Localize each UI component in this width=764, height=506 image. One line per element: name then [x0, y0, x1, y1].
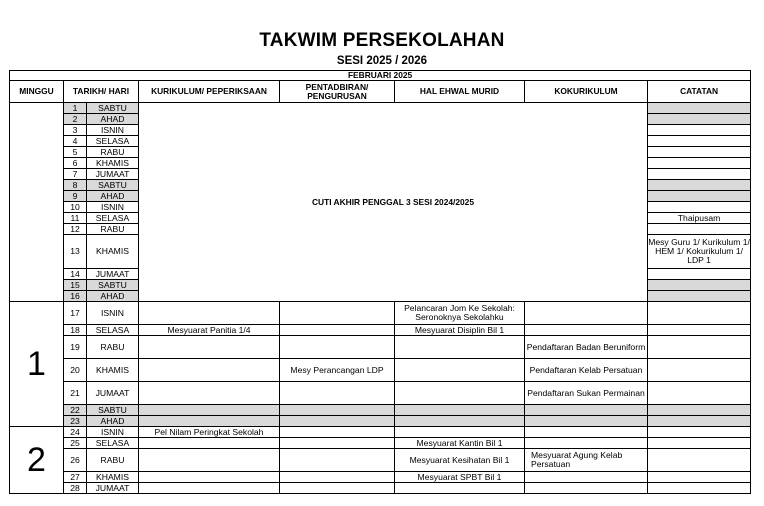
cell-kurikulum: Pel Nilam Peringkat Sekolah [139, 427, 280, 438]
col-header-hem: HAL EHWAL MURID [395, 81, 525, 103]
date-number: 1 [64, 103, 87, 114]
day-name: AHAD [87, 416, 139, 427]
day-name: SABTU [87, 180, 139, 191]
cell-pentadbiran [280, 449, 395, 472]
date-number: 20 [64, 359, 87, 382]
cell-catatan [648, 280, 751, 291]
col-header-minggu: MINGGU [10, 81, 64, 103]
table-row [10, 438, 751, 449]
day-name: JUMAAT [87, 483, 139, 494]
day-name: SABTU [87, 405, 139, 416]
date-number: 3 [64, 125, 87, 136]
day-name: ISNIN [87, 202, 139, 213]
table-row [10, 359, 751, 382]
day-name: RABU [87, 147, 139, 158]
cell-catatan [648, 269, 751, 280]
cell-catatan [648, 291, 751, 302]
date-number: 5 [64, 147, 87, 158]
day-name: KHAMIS [87, 359, 139, 382]
cell-catatan [648, 427, 751, 438]
date-number: 22 [64, 405, 87, 416]
cell-catatan [648, 103, 751, 114]
table-row [10, 103, 751, 114]
date-number: 12 [64, 224, 87, 235]
cell-kurikulum [139, 359, 280, 382]
cell-hem [395, 416, 525, 427]
date-number: 13 [64, 235, 87, 269]
col-header-kurikulum: KURIKULUM/ PEPERIKSAAN [139, 81, 280, 103]
cell-kurikulum: Mesyuarat Panitia 1/4 [139, 325, 280, 336]
date-number: 8 [64, 180, 87, 191]
cell-catatan [648, 325, 751, 336]
date-number: 18 [64, 325, 87, 336]
cell-catatan [648, 405, 751, 416]
cell-catatan [648, 302, 751, 325]
cell-koko [525, 427, 648, 438]
table-row [10, 427, 751, 438]
cell-catatan [648, 382, 751, 405]
col-header-catatan: CATATAN [648, 81, 751, 103]
holiday-label: CUTI AKHIR PENGGAL 3 SESI 2024/2025 [139, 103, 648, 302]
cell-hem [395, 382, 525, 405]
cell-kurikulum [139, 302, 280, 325]
day-name: SELASA [87, 136, 139, 147]
date-number: 2 [64, 114, 87, 125]
cell-pentadbiran [280, 382, 395, 405]
date-number: 11 [64, 213, 87, 224]
date-number: 9 [64, 191, 87, 202]
cell-koko [525, 472, 648, 483]
col-header-pentadbiran: PENTADBIRAN/ PENGURUSAN [280, 81, 395, 103]
cell-catatan [648, 336, 751, 359]
date-number: 10 [64, 202, 87, 213]
cell-hem: Mesyuarat Kantin Bil 1 [395, 438, 525, 449]
cell-kurikulum [139, 416, 280, 427]
date-number: 25 [64, 438, 87, 449]
cell-catatan [648, 158, 751, 169]
col-header-koko: KOKURIKULUM [525, 81, 648, 103]
col-header-tarikh: TARIKH/ HARI [64, 81, 139, 103]
date-number: 16 [64, 291, 87, 302]
date-number: 15 [64, 280, 87, 291]
day-name: JUMAAT [87, 169, 139, 180]
date-number: 24 [64, 427, 87, 438]
cell-hem [395, 405, 525, 416]
cell-koko [525, 438, 648, 449]
cell-koko: Pendaftaran Kelab Persatuan [525, 359, 648, 382]
cell-hem [395, 483, 525, 494]
cell-hem: Mesyuarat Disiplin Bil 1 [395, 325, 525, 336]
day-name: JUMAAT [87, 269, 139, 280]
cell-kurikulum [139, 336, 280, 359]
table-row [10, 325, 751, 336]
cell-koko [525, 302, 648, 325]
cell-pentadbiran [280, 405, 395, 416]
date-number: 26 [64, 449, 87, 472]
cell-pentadbiran [280, 427, 395, 438]
cell-pentadbiran: Mesy Perancangan LDP [280, 359, 395, 382]
cell-kurikulum [139, 405, 280, 416]
cell-catatan [648, 147, 751, 158]
cell-hem [395, 359, 525, 382]
cell-kurikulum [139, 449, 280, 472]
day-name: KHAMIS [87, 472, 139, 483]
day-name: AHAD [87, 191, 139, 202]
cell-koko: Pendaftaran Badan Beruniform [525, 336, 648, 359]
cell-kurikulum [139, 382, 280, 405]
table-row [10, 336, 751, 359]
cell-pentadbiran [280, 325, 395, 336]
cell-catatan [648, 472, 751, 483]
cell-pentadbiran [280, 302, 395, 325]
cell-koko [525, 483, 648, 494]
date-number: 6 [64, 158, 87, 169]
cell-catatan: Thaipusam [648, 213, 751, 224]
cell-koko [525, 325, 648, 336]
cell-catatan [648, 359, 751, 382]
cell-hem [395, 336, 525, 359]
month-header: FEBRUARI 2025 [10, 71, 751, 81]
date-number: 4 [64, 136, 87, 147]
day-name: RABU [87, 449, 139, 472]
cell-hem: Mesyuarat SPBT Bil 1 [395, 472, 525, 483]
day-name: SABTU [87, 103, 139, 114]
day-name: SELASA [87, 325, 139, 336]
table-row [10, 472, 751, 483]
table-row [10, 405, 751, 416]
date-number: 27 [64, 472, 87, 483]
cell-catatan [648, 224, 751, 235]
cell-pentadbiran [280, 336, 395, 359]
day-name: ISNIN [87, 427, 139, 438]
session-subtitle: SESI 2025 / 2026 [336, 55, 428, 67]
day-name: SABTU [87, 280, 139, 291]
cell-catatan [648, 483, 751, 494]
cell-catatan [648, 438, 751, 449]
cell-catatan [648, 180, 751, 191]
day-name: KHAMIS [87, 158, 139, 169]
cell-kurikulum [139, 483, 280, 494]
table-row [10, 302, 751, 325]
table-row [10, 449, 751, 472]
cell-koko: Mesyuarat Agung Kelab Persatuan [525, 449, 648, 472]
cell-pentadbiran [280, 472, 395, 483]
cell-catatan [648, 136, 751, 147]
table-row [10, 483, 751, 494]
cell-catatan [648, 191, 751, 202]
cell-kurikulum [139, 438, 280, 449]
date-number: 23 [64, 416, 87, 427]
cell-koko: Pendaftaran Sukan Permainan [525, 382, 648, 405]
date-number: 7 [64, 169, 87, 180]
date-number: 19 [64, 336, 87, 359]
cell-hem: Mesyuarat Kesihatan Bil 1 [395, 449, 525, 472]
date-number: 14 [64, 269, 87, 280]
day-name: ISNIN [87, 302, 139, 325]
day-name: RABU [87, 224, 139, 235]
date-number: 21 [64, 382, 87, 405]
cell-catatan [648, 169, 751, 180]
table-row [10, 416, 751, 427]
cell-catatan [648, 202, 751, 213]
calendar-table [9, 70, 751, 494]
day-name: SELASA [87, 213, 139, 224]
day-name: JUMAAT [87, 382, 139, 405]
cell-catatan [648, 125, 751, 136]
cell-pentadbiran [280, 438, 395, 449]
page-title: TAKWIM PERSEKOLAHAN [259, 30, 505, 51]
cell-catatan [648, 416, 751, 427]
day-name: KHAMIS [87, 235, 139, 269]
cell-catatan [648, 449, 751, 472]
cell-hem: Pelancaran Jom Ke Sekolah: Seronoknya Sekolahku [395, 302, 525, 325]
cell-catatan [648, 114, 751, 125]
cell-hem [395, 427, 525, 438]
day-name: ISNIN [87, 125, 139, 136]
date-number: 17 [64, 302, 87, 325]
cell-pentadbiran [280, 416, 395, 427]
day-name: AHAD [87, 291, 139, 302]
date-number: 28 [64, 483, 87, 494]
table-row [10, 382, 751, 405]
day-name: RABU [87, 336, 139, 359]
cell-kurikulum [139, 472, 280, 483]
cell-koko [525, 416, 648, 427]
cell-catatan: Mesy Guru 1/ Kurikulum 1/ HEM 1/ Kokurikulum 1/ LDP 1 [648, 235, 751, 269]
cell-pentadbiran [280, 483, 395, 494]
week-cell-blank [10, 103, 64, 302]
week-number: 1 [10, 302, 64, 427]
week-number: 2 [10, 427, 64, 494]
day-name: AHAD [87, 114, 139, 125]
day-name: SELASA [87, 438, 139, 449]
cell-koko [525, 405, 648, 416]
